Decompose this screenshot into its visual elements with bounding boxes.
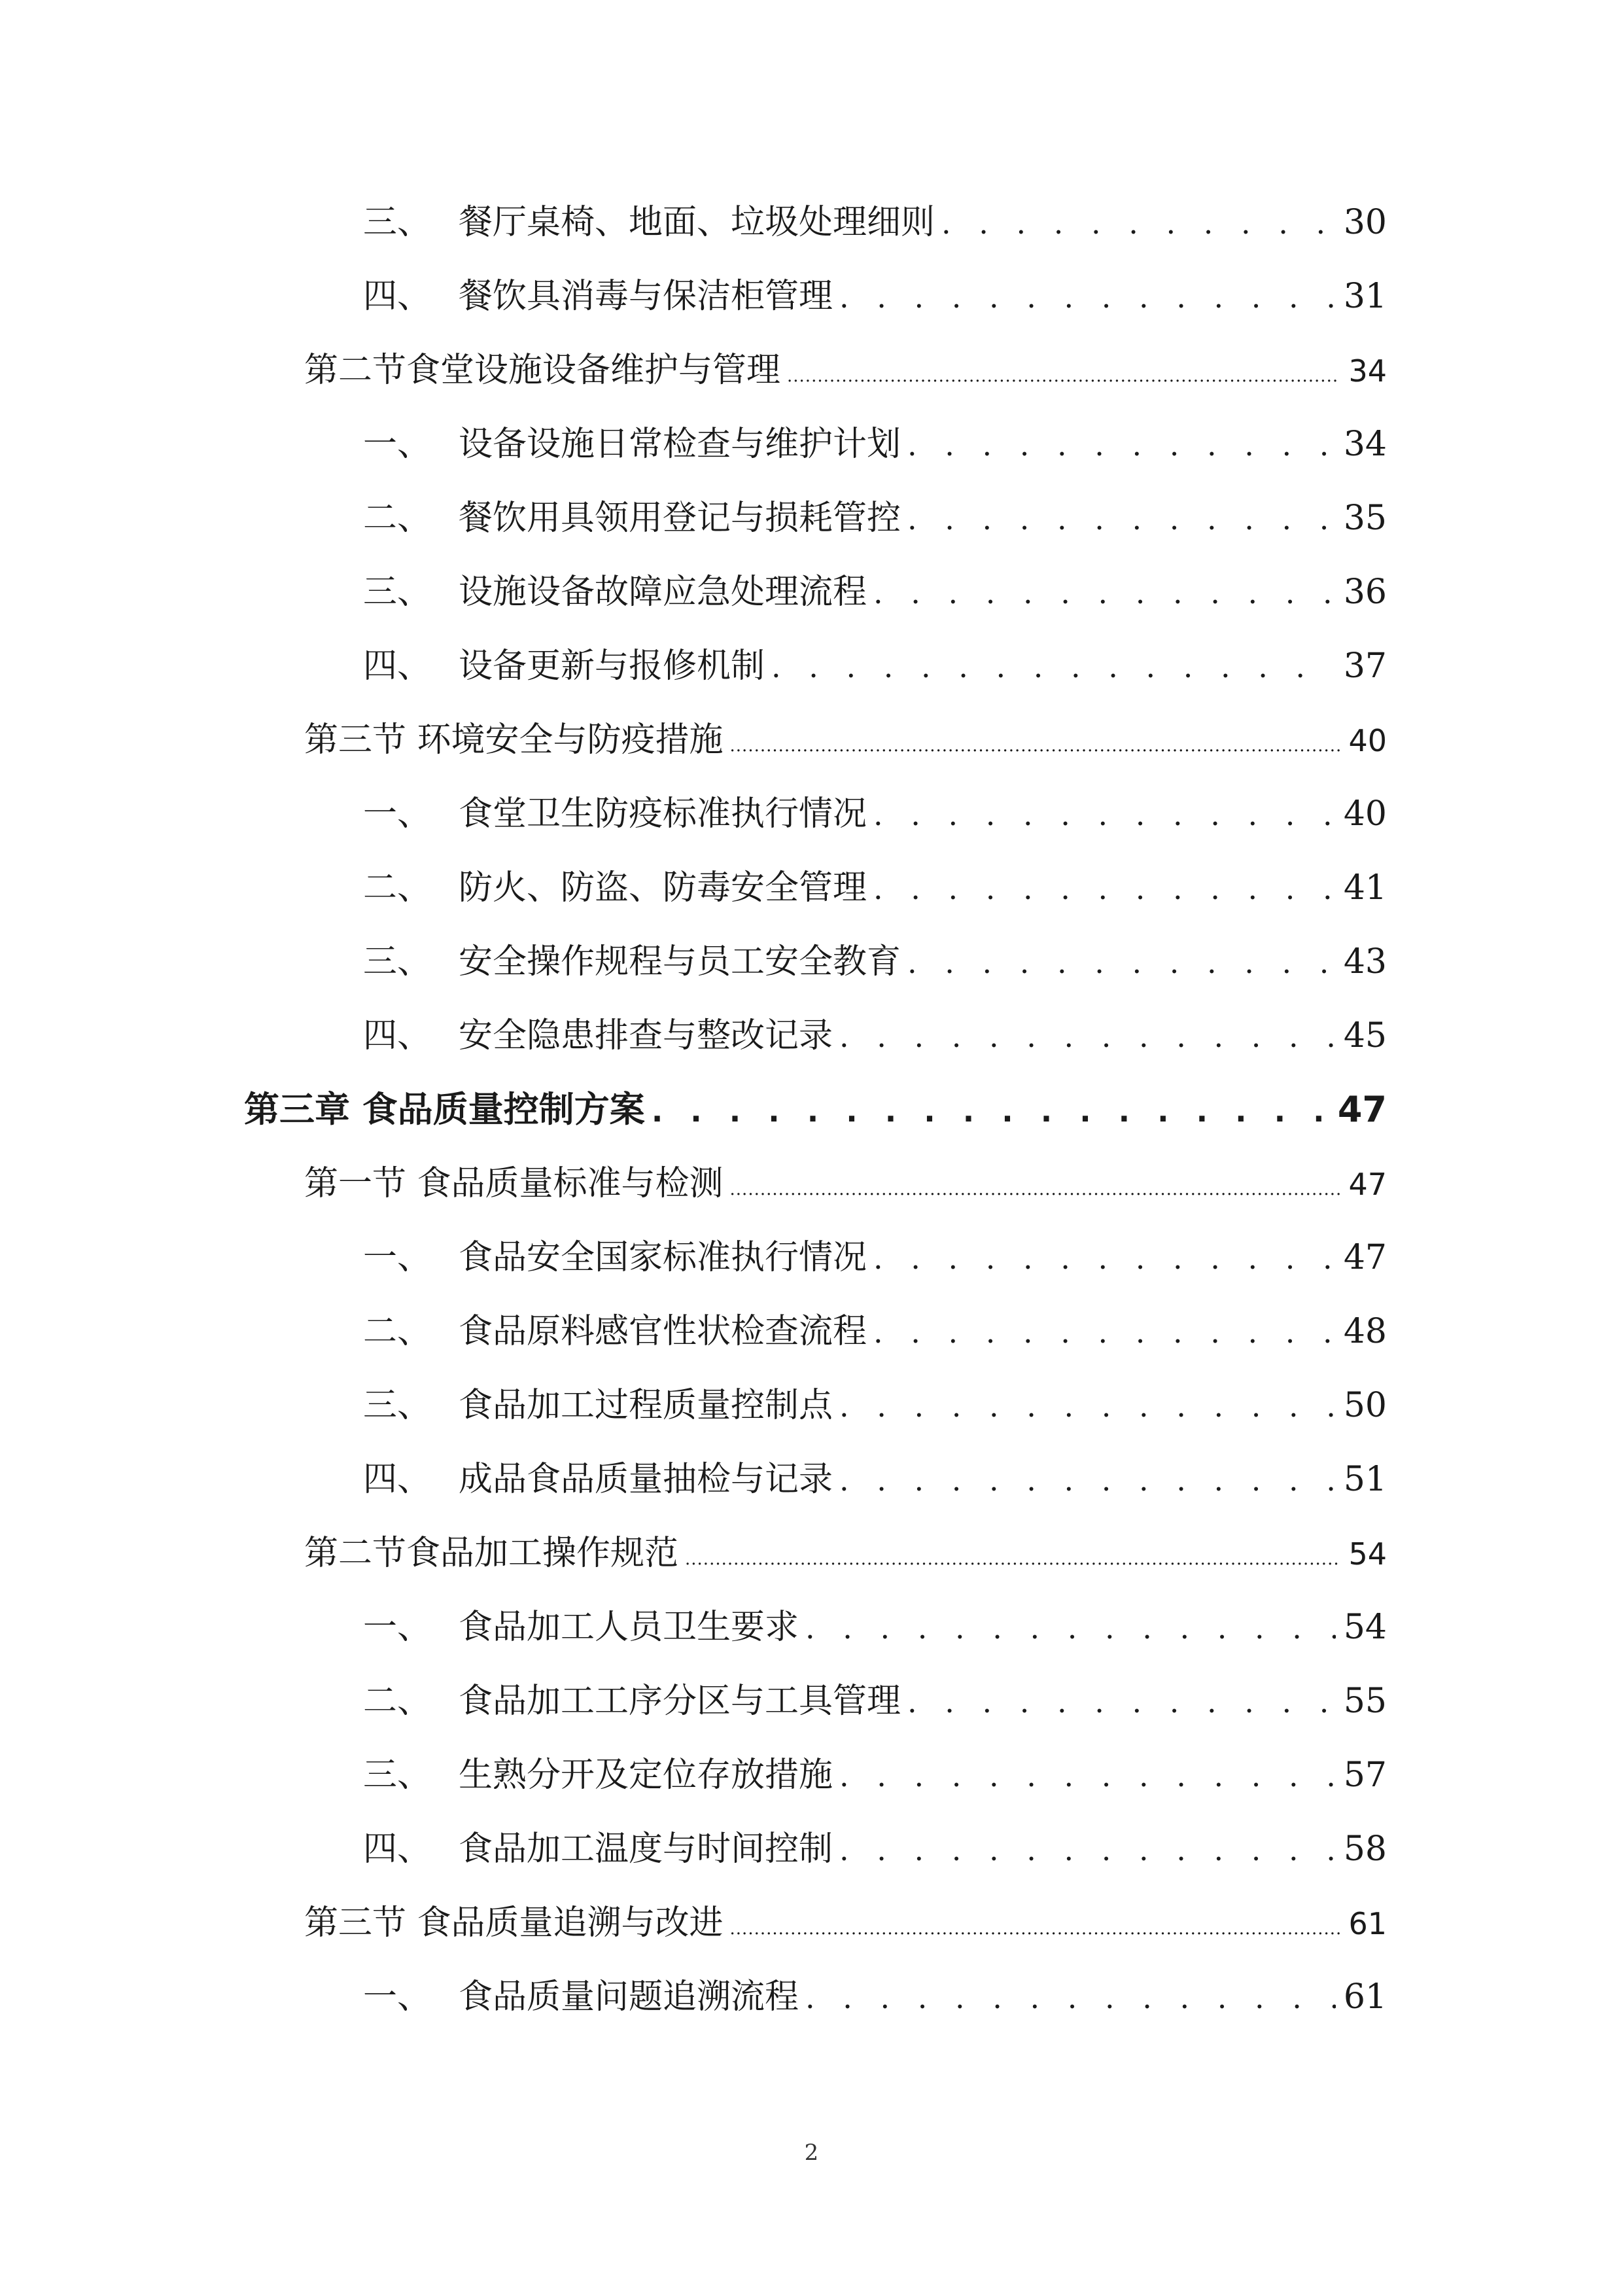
toc-dot-leader xyxy=(839,1750,1336,1802)
toc-entry-marker: 二、 xyxy=(363,1312,432,1351)
toc-entry-title: 成品食品质量抽检与记录 xyxy=(459,1460,833,1499)
toc-entry-page: 45 xyxy=(1343,1016,1387,1055)
toc-entry-title: 安全操作规程与员工安全教育 xyxy=(459,942,901,981)
toc-entry-title: 餐饮用具领用登记与损耗管控 xyxy=(459,499,901,538)
toc-entry-title: 安全隐患排查与整改记录 xyxy=(459,1016,833,1055)
toc-entry-page: 30 xyxy=(1343,203,1387,242)
toc-dot-leader xyxy=(787,350,1340,402)
toc-entry-marker: 三、 xyxy=(363,1756,432,1795)
toc-entry[interactable] xyxy=(363,1971,1387,2023)
toc-entry-page: 40 xyxy=(1343,794,1387,834)
toc-dot-leader xyxy=(907,1676,1336,1728)
toc-entry-title: 生熟分开及定位存放措施 xyxy=(459,1756,833,1795)
toc-entry-title: 食品加工过程质量控制点 xyxy=(459,1386,833,1425)
toc-entry-page: 57 xyxy=(1343,1756,1387,1795)
toc-entry-title: 食品安全国家标准执行情况 xyxy=(459,1238,867,1277)
toc-entry-title: 食品加工温度与时间控制 xyxy=(459,1829,833,1869)
toc-entry-marker: 一、 xyxy=(363,425,432,464)
toc-entry-page: 43 xyxy=(1343,942,1387,981)
toc-dot-leader xyxy=(907,419,1336,471)
toc-entry[interactable] xyxy=(363,1010,1387,1062)
toc-dot-leader xyxy=(907,936,1336,989)
toc-entry[interactable] xyxy=(363,1749,1387,1801)
toc-dot-leader xyxy=(839,1380,1336,1432)
toc-entry[interactable] xyxy=(363,1305,1387,1358)
toc-section-entry[interactable] xyxy=(304,1527,1387,1580)
toc-dot-leader xyxy=(730,1903,1340,1955)
toc-entry-page: 58 xyxy=(1343,1829,1387,1869)
toc-entry-title: 餐厅桌椅、地面、垃圾处理细则 xyxy=(459,203,935,242)
toc-entry-marker: 四、 xyxy=(363,1016,432,1055)
toc-dot-leader xyxy=(839,1454,1336,1506)
toc-entry-marker: 二、 xyxy=(363,868,432,908)
toc-entry-marker: 二、 xyxy=(363,1682,432,1721)
toc-entry[interactable] xyxy=(363,862,1387,914)
toc-dot-leader xyxy=(873,1306,1336,1358)
toc-entry-page: 50 xyxy=(1343,1386,1387,1425)
toc-entry-title: 设施设备故障应急处理流程 xyxy=(459,573,867,612)
toc-dot-leader xyxy=(730,1163,1340,1216)
toc-entry[interactable] xyxy=(363,936,1387,988)
toc-entry-title: 食品加工工序分区与工具管理 xyxy=(459,1682,901,1721)
toc-entry-page: 47 xyxy=(1337,1089,1387,1130)
toc-entry[interactable] xyxy=(363,196,1387,249)
toc-entry-title: 第二节食品加工操作规范 xyxy=(304,1534,679,1573)
toc-entry-title: 第一节 食品质量标准与检测 xyxy=(304,1164,724,1203)
toc-entry-marker: 三、 xyxy=(363,573,432,612)
toc-dot-leader xyxy=(839,271,1336,323)
toc-dot-leader xyxy=(730,720,1340,772)
toc-entry-title: 设备更新与报修机制 xyxy=(459,646,765,686)
toc-entry-marker: 一、 xyxy=(363,794,432,834)
toc-entry-title: 第三节 食品质量追溯与改进 xyxy=(304,1903,724,1943)
toc-entry-title: 食品加工人员卫生要求 xyxy=(459,1608,799,1647)
toc-dot-leader xyxy=(941,197,1336,249)
toc-entry-page: 55 xyxy=(1343,1682,1387,1721)
toc-entry[interactable] xyxy=(363,1601,1387,1653)
toc-entry-marker: 三、 xyxy=(363,1386,432,1425)
toc-dot-leader xyxy=(805,1971,1336,2024)
toc-entry[interactable] xyxy=(363,1675,1387,1727)
toc-entry-title: 餐饮具消毒与保洁柜管理 xyxy=(459,277,833,316)
toc-entry[interactable] xyxy=(363,640,1387,692)
toc-section-entry[interactable] xyxy=(304,1157,1387,1210)
toc-entry[interactable] xyxy=(363,1453,1387,1506)
toc-entry-title: 第二节食堂设施设备维护与管理 xyxy=(304,351,781,390)
toc-entry-title: 防火、防盗、防毒安全管理 xyxy=(459,868,867,908)
toc-dot-leader xyxy=(839,1010,1336,1063)
toc-entry[interactable] xyxy=(363,788,1387,840)
toc-entry-page: 47 xyxy=(1348,1167,1387,1202)
toc-chapter-entry[interactable] xyxy=(244,1084,1387,1136)
toc-entry[interactable] xyxy=(363,418,1387,470)
toc-dot-leader xyxy=(873,788,1336,841)
toc-entry-page: 41 xyxy=(1343,868,1387,908)
toc-dot-leader xyxy=(873,567,1336,619)
toc-entry-page: 61 xyxy=(1343,1977,1387,2017)
toc-entry-page: 31 xyxy=(1343,277,1387,316)
toc-entry-marker: 二、 xyxy=(363,499,432,538)
toc-dot-leader xyxy=(839,1824,1336,1876)
toc-section-entry[interactable] xyxy=(304,714,1387,766)
toc-entry-page: 40 xyxy=(1348,723,1387,758)
toc-entry[interactable] xyxy=(363,566,1387,618)
toc-entry-marker: 一、 xyxy=(363,1238,432,1277)
toc-entry-page: 34 xyxy=(1348,353,1387,389)
toc-entry-marker: 四、 xyxy=(363,1460,432,1499)
toc-entry[interactable] xyxy=(363,492,1387,544)
toc-entry-marker: 一、 xyxy=(363,1977,432,2017)
toc-entry-page: 36 xyxy=(1343,573,1387,612)
page-number: 2 xyxy=(804,2140,819,2166)
toc-dot-leader xyxy=(873,1232,1336,1284)
toc-dot-leader xyxy=(771,641,1336,693)
toc-entry[interactable] xyxy=(363,1823,1387,1875)
toc-entry-page: 51 xyxy=(1343,1460,1387,1499)
toc-dot-leader xyxy=(907,493,1336,545)
toc-entry-page: 48 xyxy=(1343,1312,1387,1351)
toc-entry-page: 54 xyxy=(1343,1608,1387,1647)
toc-entry-page: 61 xyxy=(1348,1906,1387,1941)
toc-entry-title: 食品质量问题追溯流程 xyxy=(459,1977,799,2017)
toc-entry-marker: 四、 xyxy=(363,646,432,686)
toc-entry-page: 35 xyxy=(1343,499,1387,538)
toc-entry-marker: 三、 xyxy=(363,942,432,981)
toc-entry-page: 34 xyxy=(1343,425,1387,464)
toc-entry-marker: 一、 xyxy=(363,1608,432,1647)
toc-entry-marker: 四、 xyxy=(363,1829,432,1869)
toc-entry-title: 食堂卫生防疫标准执行情况 xyxy=(459,794,867,834)
toc-entry-page: 37 xyxy=(1343,646,1387,686)
toc-dot-leader xyxy=(685,1533,1340,1585)
toc-entry[interactable] xyxy=(363,1379,1387,1432)
toc-entry-title: 食品原料感官性状检查流程 xyxy=(459,1312,867,1351)
toc-dot-leader xyxy=(873,862,1336,915)
toc-entry[interactable] xyxy=(363,270,1387,323)
toc-entry-marker: 四、 xyxy=(363,277,432,316)
toc-dot-leader xyxy=(652,1085,1330,1137)
toc-section-entry[interactable] xyxy=(304,1897,1387,1949)
toc-entry-page: 47 xyxy=(1343,1238,1387,1277)
toc-entry-title: 第三章 食品质量控制方案 xyxy=(244,1089,645,1130)
toc-entry[interactable] xyxy=(363,1231,1387,1284)
toc-entry-marker: 三、 xyxy=(363,203,432,242)
toc-section-entry[interactable] xyxy=(304,344,1387,397)
toc-entry-title: 设备设施日常检查与维护计划 xyxy=(459,425,901,464)
toc-entry-title: 第三节 环境安全与防疫措施 xyxy=(304,720,724,760)
toc-entry-page: 54 xyxy=(1348,1536,1387,1572)
toc-dot-leader xyxy=(805,1602,1336,1654)
